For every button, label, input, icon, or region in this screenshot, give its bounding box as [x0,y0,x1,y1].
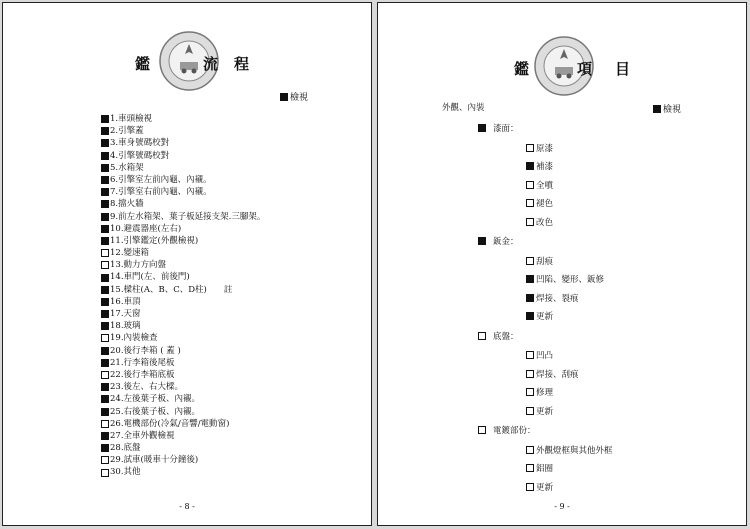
process-item [101,381,265,393]
option-item [526,255,553,267]
option-label: 鋁圈 [536,464,554,474]
option-label: 凹陷、變形、鈑修 [536,275,605,285]
option-item [526,216,553,228]
legend-label: 檢視 [290,93,309,103]
process-item-label: 22.後行李箱底板 [110,369,175,380]
process-item [101,296,265,308]
checked-box-icon [101,432,109,440]
legend-filled-box-icon [280,93,288,101]
process-item [101,223,265,235]
checked-box-icon [101,395,109,403]
process-item [101,418,265,430]
unchecked-box-icon [526,257,534,265]
option-item [526,386,553,398]
unchecked-box-icon [101,456,109,464]
unchecked-box-icon [526,351,534,359]
checked-box-icon [101,310,109,318]
left-page [2,2,372,526]
subheading: 外觀、內裝 [442,103,485,113]
checked-box-icon [478,237,486,245]
process-item [101,247,265,259]
unchecked-box-icon [526,483,534,491]
unchecked-box-icon [526,199,534,207]
option-item [526,405,553,417]
checked-box-icon [101,298,109,306]
section-heading [478,330,519,342]
unchecked-box-icon [101,371,109,379]
process-item [101,284,265,296]
title-char-3: 項 [577,60,593,78]
process-item-label: 25.右後葉子板、內襯。 [110,406,201,417]
unchecked-box-icon [101,261,109,269]
unchecked-box-icon [526,407,534,415]
process-item [101,308,265,320]
unchecked-box-icon [101,420,109,428]
section-heading [478,122,519,134]
process-item [101,466,265,478]
title-char-4: 程 [234,55,250,73]
title-char-1: 鑑 [514,60,530,78]
unchecked-box-icon [526,370,534,378]
title-char-4: 目 [615,60,631,78]
option-label: 凹凸 [536,351,554,361]
option-item [526,292,579,304]
checked-box-icon [101,408,109,416]
checked-box-icon [101,322,109,330]
process-item [101,137,265,149]
process-item [101,406,265,418]
option-item [526,179,553,191]
process-item-label: 3.車身號碼校對 [110,138,170,149]
legend [653,102,681,115]
process-item-label: 5.水箱架 [110,162,144,173]
section-heading [478,235,519,247]
option-item [526,368,579,380]
process-item-label: 12.變速箱 [110,248,150,259]
unchecked-box-icon [101,469,109,477]
checked-box-icon [478,124,486,132]
process-item-label: 28.底盤 [110,443,141,454]
process-item [101,174,265,186]
checked-box-icon [101,225,109,233]
process-item [101,393,265,405]
checked-box-icon [101,383,109,391]
unchecked-box-icon [526,144,534,152]
process-item [101,186,265,198]
option-item [526,349,553,361]
checked-box-icon [526,275,534,283]
process-item-label: 14.車門(左、前後門) [110,272,190,283]
option-label: 更新 [536,312,554,322]
option-label: 刮痕 [536,256,554,267]
checked-box-icon [101,139,109,147]
checked-box-icon [101,444,109,452]
process-item [101,271,265,283]
process-item [101,235,265,247]
option-label: 更新 [536,482,554,493]
unchecked-box-icon [526,446,534,454]
process-item-label: 6.引擎室左前內龜、內襯。 [110,174,212,185]
option-label: 外觀燈框與其他外框 [536,445,613,456]
process-item-label: 15.樑柱(A、B、C、D柱) 註 [110,284,233,295]
option-label: 褪色 [536,199,554,209]
process-item [101,442,265,454]
section-label: 鈑金： [493,237,519,247]
checked-box-icon [101,152,109,160]
checked-box-icon [101,237,109,245]
checked-box-icon [101,359,109,367]
process-item-label: 24.左後葉子板、內襯。 [110,394,201,405]
process-item [101,198,265,210]
option-label: 補漆 [536,162,554,172]
process-item [101,125,265,137]
unchecked-box-icon [478,426,486,434]
unchecked-box-icon [101,334,109,342]
process-item-label: 8.擋火牆 [110,199,144,210]
section-label: 底盤： [493,331,519,342]
process-item-label: 29.試車(暖車十分鐘後) [110,455,199,466]
process-item-label: 11.引擎鑑定(外觀檢視) [110,235,199,246]
inspection-process-list [101,113,265,479]
section-label: 電鍍部份： [493,426,536,436]
process-item-label: 17.天窗 [110,309,141,319]
legend-filled-box-icon [653,105,661,113]
option-label: 改色 [536,217,554,228]
process-item-label: 21.行李箱後尾板 [110,357,175,368]
process-item [101,162,265,174]
checked-box-icon [101,213,109,221]
process-item [101,113,265,125]
process-item-label: 19.內裝檢查 [110,333,158,344]
process-item-label: 30.其他 [110,467,141,478]
process-item [101,211,265,223]
checked-box-icon [101,164,109,172]
process-item [101,320,265,332]
process-item-label: 9.前左水箱架、葉子板延接支架.三腳架。 [110,211,266,222]
process-item [101,345,265,357]
section-label: 漆面： [493,124,519,134]
process-item [101,259,265,271]
process-item [101,332,265,344]
process-item-label: 20.後行李箱 ( 蓋 ) [110,345,181,356]
checked-box-icon [101,347,109,355]
checked-box-icon [526,312,534,320]
process-item-label: 26.電機部份(冷氣/音響/電動窗) [110,418,230,429]
option-label: 焊接、刮痕 [536,369,579,380]
process-item-label: 13.動力方向盤 [110,260,167,271]
option-item [526,273,604,285]
title-char-3: 流 [203,55,219,73]
process-item [101,369,265,381]
process-item-label: 4.引擎號碼校對 [110,150,170,161]
unchecked-box-icon [526,388,534,396]
option-item [526,160,553,172]
title-char-1: 鑑 [135,55,151,73]
section-heading [478,424,536,436]
checked-box-icon [526,294,534,302]
checked-box-icon [101,286,109,294]
checked-box-icon [101,200,109,208]
process-item [101,357,265,369]
option-item [526,481,553,493]
legend [280,90,308,103]
unchecked-box-icon [526,218,534,226]
process-item-label: 23.後左、右大樑。 [110,382,184,393]
option-label: 更新 [536,406,554,417]
process-item [101,150,265,162]
option-label: 全噴 [536,180,554,191]
process-item-label: 7.引擎室右前內龜、內襯。 [110,187,212,198]
unchecked-box-icon [526,181,534,189]
right-page [377,2,747,526]
option-item [526,462,553,474]
process-item-label: 27.全車外觀檢視 [110,430,175,441]
option-label: 原漆 [536,143,554,154]
page-number: - 9 - [554,502,570,511]
option-item [526,197,553,209]
checked-box-icon [101,176,109,184]
process-item [101,454,265,466]
option-label: 修理 [536,388,554,398]
process-item [101,430,265,442]
checked-box-icon [101,188,109,196]
unchecked-box-icon [101,249,109,257]
unchecked-box-icon [526,464,534,472]
checked-box-icon [526,162,534,170]
checked-box-icon [101,127,109,135]
option-item [526,444,613,456]
unchecked-box-icon [478,332,486,340]
checked-box-icon [101,274,109,282]
process-item-label: 16.車頂 [110,296,141,307]
process-item-label: 10.避震器座(左右) [110,223,182,234]
process-item-label: 2.引擎蓋 [110,126,144,137]
page-number: - 8 - [179,502,195,511]
checked-box-icon [101,115,109,123]
legend-label: 檢視 [663,105,682,115]
option-item [526,310,553,322]
process-item-label: 1.車頭檢視 [110,114,153,124]
option-label: 焊接、裂痕 [536,293,579,304]
process-item-label: 18.玻璃 [110,321,141,332]
option-item [526,142,553,154]
